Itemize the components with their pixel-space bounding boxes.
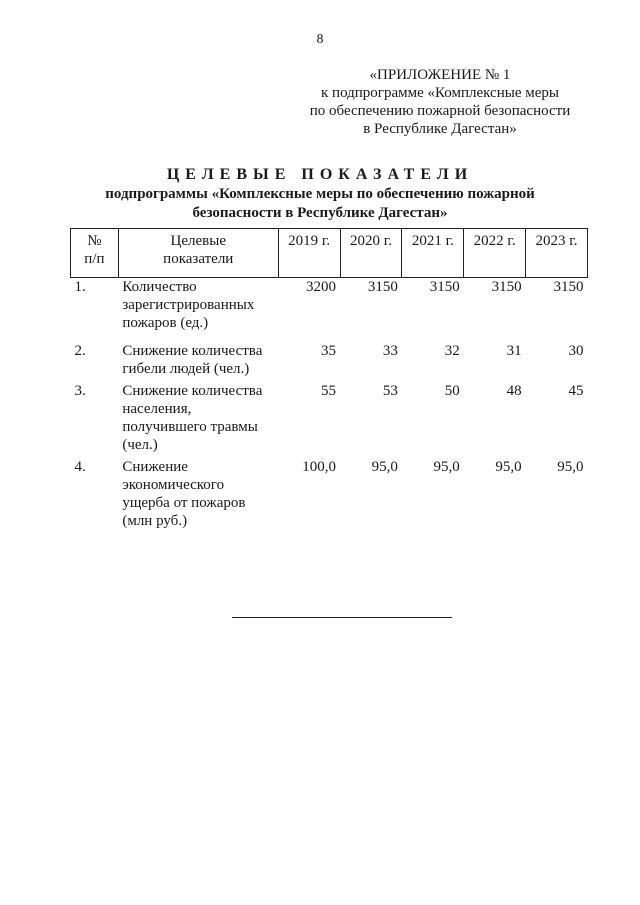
value-cell: 50 [444,383,460,399]
document-title: ЦЕЛЕВЫЕ ПОКАЗАТЕЛИ [166,166,474,183]
header-number-line: № [87,233,102,249]
header-indicators [118,229,278,278]
indicator-name-line: ущерба от пожаров [122,495,246,511]
targets-table [70,228,588,534]
indicator-name [118,342,278,382]
indicator-name-line: гибели людей (чел.) [122,361,250,377]
value-cell: 3150 [429,279,460,295]
header-number-line: п/п [84,251,105,267]
value-cell: 3200 [306,279,337,295]
row-number: 2. [74,343,86,359]
table-row [71,458,588,534]
indicator-name-line: (чел.) [122,437,158,453]
indicator-name-line: Снижение количества [122,343,263,359]
table-row [71,342,588,382]
row-number: 4. [74,459,86,475]
indicator-name [118,278,278,343]
appendix-line: в Республике Дагестан» [363,121,517,137]
value-cell: 3150 [491,279,522,295]
table-row [71,382,588,458]
header-year: 2022 г. [464,229,526,278]
header-year: 2023 г. [526,229,588,278]
indicator-name-line: Снижение количества [122,383,263,399]
header-year: 2021 г. [402,229,464,278]
value-cell: 100,0 [302,459,337,475]
header-year: 2019 г. [278,229,340,278]
indicator-name [118,382,278,458]
header-indicators-line: показатели [163,251,234,267]
value-cell: 48 [506,383,522,399]
value-cell: 3150 [553,279,584,295]
indicator-name-line: пожаров (ед.) [122,315,209,331]
subtitle-line: подпрограммы «Комплексные меры по обеспечению пожарной [105,186,535,202]
value-cell: 55 [321,383,337,399]
subtitle-line: безопасности в Республике Дагестан» [192,205,448,221]
value-cell: 95,0 [371,459,398,475]
appendix-line: «ПРИЛОЖЕНИЕ № 1 [369,67,511,83]
header-year: 2020 г. [340,229,402,278]
row-number: 3. [74,383,86,399]
row-number: 1. [74,279,86,295]
indicator-name-line: Количество [122,279,197,295]
indicator-name [118,458,278,534]
value-cell: 3150 [367,279,398,295]
indicator-name-line: зарегистрированных [122,297,255,313]
value-cell: 95,0 [433,459,460,475]
value-cell: 35 [321,343,337,359]
page-number: 8 [316,32,324,47]
value-cell: 33 [382,343,398,359]
value-cell: 95,0 [557,459,584,475]
table-row [71,278,588,343]
value-cell: 45 [568,383,584,399]
indicator-name-line: экономического [122,477,225,493]
value-cell: 30 [568,343,584,359]
value-cell: 32 [444,343,460,359]
indicator-name-line: Снижение [122,459,188,475]
appendix-line: к подпрограмме «Комплексные меры [321,85,559,101]
document-subtitle [90,185,550,223]
table-header-row [71,229,588,278]
indicator-name-line: получившего травмы [122,419,258,435]
indicator-name-line: (млн руб.) [122,513,188,529]
closing-divider [232,617,452,618]
appendix-header [300,66,580,138]
indicator-name-line: населения, [122,401,192,417]
appendix-line: по обеспечению пожарной безопасности [309,103,571,119]
value-cell: 53 [382,383,398,399]
header-indicators-line: Целевые [170,233,226,249]
value-cell: 31 [506,343,522,359]
header-number [71,229,119,278]
value-cell: 95,0 [495,459,522,475]
